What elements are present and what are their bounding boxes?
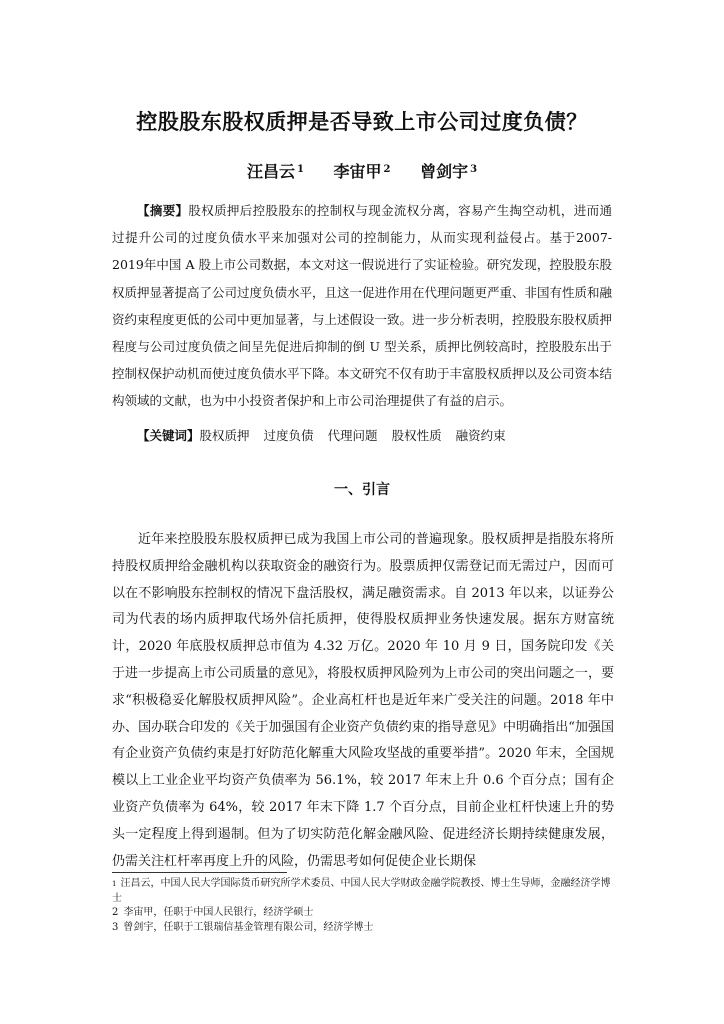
footnote-mark: 2 [112, 907, 119, 918]
keyword-item: 融资约束 [455, 428, 506, 443]
author-footnote-mark: 1 [296, 164, 304, 175]
footnote-text: 李宙甲，任职于中国人民银行，经济学硕士 [123, 907, 314, 918]
keywords [112, 424, 612, 448]
abstract-text: 股权质押后控股股东的控制权与现金流权分离，容易产生掏空动机，进而通过提升公司的过度负债水平来加强对公司的控制能力，从而实现利益侵占。基于2007-2019年中国 A 股上市公司数据，本文对这一假说进行了实证检验。研究发现，控股股东股权质押显著提高了公司过度负债水平，且这一促进作用在代理问题更严重、非国有性质和融资约束程度更低的公司中更加显著，与上述假设一致。进一步分析表明，控股股东股权质押程度与公司过度负债之间呈先促进后抑制的倒 U 型关系，质押比例较高时，控股股东出于控制权保护动机而使过度负债水平下降。本文研究不仅有助于丰富股权质押以及公司资本结构领域的文献，也为中小投资者保护和上市公司治理提供了有益的启示。 [112, 203, 613, 409]
keyword-item: 股权性质 [391, 428, 442, 443]
abstract-label: 【摘要】 [137, 203, 189, 218]
footnote-mark: 1 [112, 880, 117, 888]
author-footnote-mark: 3 [470, 164, 478, 175]
author-name: 李宙甲 [333, 162, 382, 181]
paper-title: 控股股东股权质押是否导致上市公司过度负债？ [136, 110, 588, 134]
section-heading-introduction: 一、引言 [334, 482, 390, 498]
abstract [112, 197, 612, 415]
footnote-divider [112, 872, 287, 873]
keyword-item: 过度负债 [263, 428, 314, 443]
body-paragraph: 近年来控股股东股权质押已成为我国上市公司的普遍现象。股权质押是指股东将所持股权质押给金融机构以获取资金的融资行为。股票质押仅需登记而无需过户，因而可以在不影响股东控制权的情况下盘活股权，满足融资需求。自 2013 年以来，以证券公司为代表的场内质押取代场外信托质押，使得股权质押业务快速发展。据东方财富统计，2020 年底股权质押总市值为 4.32 万亿。2020 年 10 月 9 日，国务院印发《关于进一步提高上市公司质量的意见》，将股权质押风险列为上市公司的突出问题之一，要求“积极稳妥化解股权质押风险”。企业高杠杆也是近年来广受关注的问题。2018 年中办、国办联合印发的《关于加强国有企业资产负债约束的指导意见》中明确指出“加强国有企业资产负债约束是打好防范化解重大风险攻坚战的重要举措”。2020 年末，全国规模以上工业企业平均资产负债率为 56.1%，较 2017 年末上升 0.6 个百分点；国有企业资产负债率为 64%，较 2017 年末下降 1.7 个百分点，目前企业杠杆快速上升的势头一定程度上得到遏制。但为了切实防范化解金融风险、促进经济长期持续健康发展，仍需关注杠杆率再度上升的风险，仍需思考如何促使企业长期保 [112, 532, 614, 869]
footnote-1 [112, 877, 614, 906]
author-name: 汪昌云 [246, 162, 295, 181]
keywords-label: 【关键词】 [137, 428, 200, 443]
footnote-2 [112, 906, 614, 921]
footnote-text: 曾剑宇，任职于工银瑞信基金管理有限公司，经济学博士 [123, 921, 374, 933]
keyword-item: 股权质押 [199, 428, 250, 443]
author-1 [247, 160, 304, 184]
author-2 [334, 160, 391, 184]
author-footnote-mark: 2 [383, 164, 391, 175]
keyword-item: 代理问题 [327, 428, 378, 443]
author-name: 曾剑宇 [420, 162, 469, 181]
footnotes [112, 877, 614, 935]
author-list [0, 160, 724, 184]
footnote-3 [112, 921, 614, 936]
footnote-text: 汪昌云，中国人民大学国际货币研究所学术委员、中国人民大学财政金融学院教授、博士生导师，金融经济学博士 [112, 878, 611, 904]
author-3 [420, 160, 477, 184]
footnote-mark: 3 [112, 921, 119, 933]
